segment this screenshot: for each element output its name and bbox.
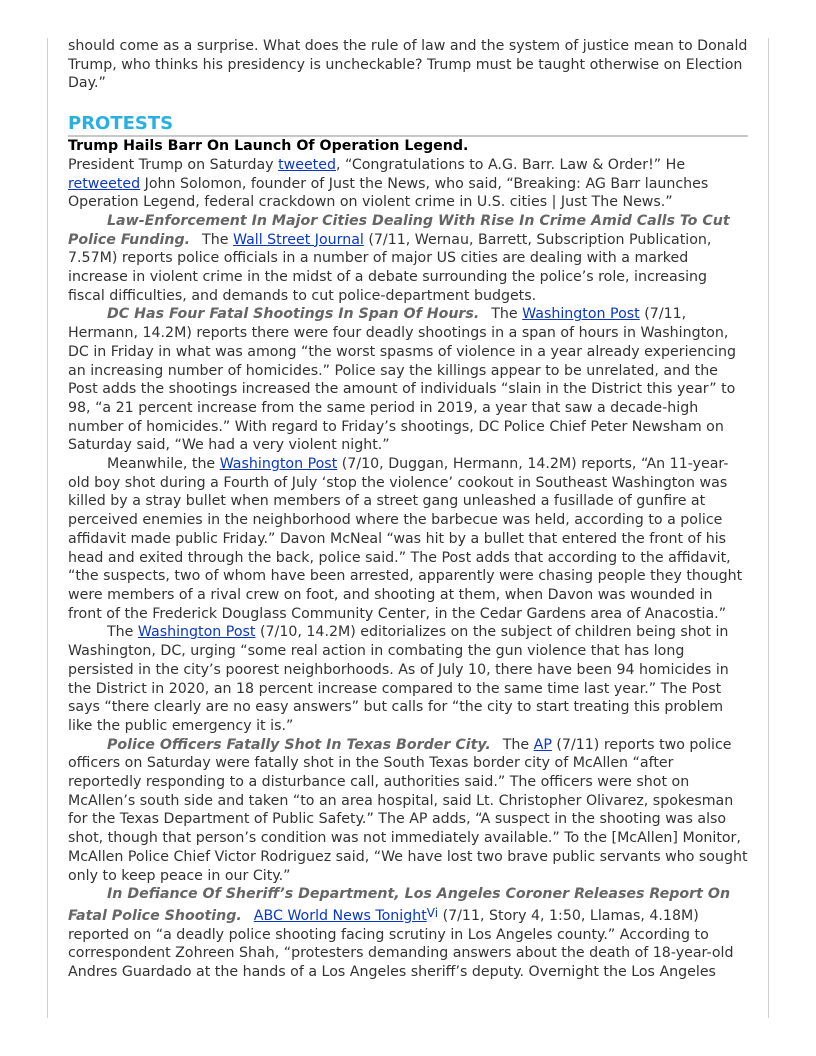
subhead-texas-officers: Police Officers Fatally Shot In Texas Border City. bbox=[107, 736, 491, 753]
paragraph-dc-shootings bbox=[68, 305, 748, 455]
text-run: (7/10, Duggan, Hermann, 14.2M) reports, “An 11-year-old boy shot during a Fourth of July ‘stop the violence’ cookout in Southeast Washington was killed by a stray bullet when members of a street gang unleashed a fusillade of gunfire at perceived enemies in the neighborhood where the barbecue was held, according to a police affidavit made public Friday.” Davon McNeal “was hit by a bullet that entered the front of his head and exited through the back, police said.” The Post adds that according to the affidavit, “the suspects, two of whom have been arrested, apparently were chasing people they thought were members of a rival crew on foot, and shooting at them, when Davon was wounded in front of the Frederick Douglass Community Center, in the Cedar Gardens area of Anacostia.” bbox=[68, 456, 743, 622]
text-run: The bbox=[502, 736, 534, 753]
paragraph-la-coroner bbox=[68, 885, 748, 982]
subhead-police-funding: Law-Enforcement In Major Cities Dealing With Rise In Crime Amid Calls To Cut Police Funding. bbox=[68, 212, 730, 248]
page-border-left bbox=[47, 38, 48, 1018]
text-run: , “Congratulations to A.G. Barr. Law & Order!” He bbox=[335, 156, 686, 173]
text-run: (7/10, 14.2M) editorializes on the subject of children being shot in Washington, DC, urging “some real action in combating the gun violence that has long persisted in the city’s poorest neighborhoods. As of July 10, there have been 94 homicides in the District in 2020, an 18 percent increase compared to the same time last year.” The Post says “there clearly are no easy answers” but calls for “the city to start treating this problem like the public emergency it is.” bbox=[68, 624, 729, 734]
abc-world-news-tonight-link[interactable]: ABC World News Tonight bbox=[253, 907, 427, 924]
intro-paragraph: should come as a surprise. What does the rule of law and the system of justice mean to Donald Trump, who thinks his presidency is uncheckable? Trump must be taught otherwise on Election Day.” bbox=[68, 38, 748, 92]
wall-street-journal-link[interactable]: Wall Street Journal bbox=[232, 231, 364, 248]
text-run: President Trump on Saturday bbox=[68, 156, 279, 173]
tweeted-link[interactable]: tweeted bbox=[278, 156, 336, 173]
washington-post-link[interactable]: Washington Post bbox=[522, 306, 640, 323]
paragraph-trump-tweet bbox=[68, 156, 748, 212]
text-run: (7/11, Story 4, 1:50, Llamas, 4.18M) reported on “a deadly police shooting facing scrutiny in Los Angeles county.” According to correspondent Zohreen Shah, “protesters demanding answers about the death of 18-year-old Andres Guardado at the hands of a Los Angeles sheriff’s deputy. Overnight the Los Angeles bbox=[68, 907, 734, 981]
text-run: The bbox=[202, 231, 233, 248]
paragraph-wsj bbox=[68, 212, 748, 306]
text-run: John Solomon, founder of Just the News, who said, “Breaking: AG Barr launches Operation Legend, federal crackdown on violent crime in U.S. cities | Just The News.” bbox=[68, 175, 709, 211]
ap-link[interactable]: AP bbox=[533, 736, 552, 753]
washington-post-link[interactable]: Washington Post bbox=[137, 624, 256, 641]
paragraph-davon-mcneal bbox=[68, 455, 748, 623]
paragraph-post-editorial bbox=[68, 623, 748, 735]
retweeted-link[interactable]: retweeted bbox=[68, 175, 141, 192]
text-run: The bbox=[491, 306, 523, 323]
text-run: The bbox=[107, 624, 138, 641]
subhead-la-coroner: In Defiance Of Sheriff’s Department, Los Angeles Coroner Releases Report On Fatal Police Shooting. bbox=[68, 886, 731, 924]
video-badge-icon[interactable]: Vi bbox=[426, 905, 439, 920]
paragraph-texas-officers bbox=[68, 736, 748, 886]
story-headline: Trump Hails Barr On Launch Of Operation Legend. bbox=[68, 138, 469, 155]
text-run: (7/11, Hermann, 14.2M) reports there were four deadly shootings in a span of hours in Washington, DC in Friday in what was among “the worst spasms of violence in a year already experiencing an increasing number of homicides.” Police say the killings appear to be unrelated, and the Post adds the shootings increased the amount of individuals “slain in the District this year” to 98, “a 21 percent increase from the same period in 2019, a year that saw a decade-high number of homicides.” With regard to Friday’s shootings, DC Police Chief Peter Newsham on Saturday said, “We had a very violent night.” bbox=[68, 306, 736, 454]
text-run: (7/11) reports two police officers on Saturday were fatally shot in the South Texas border city of McAllen “after reportedly responding to a disturbance call, authorities said.” The officers were shot on McAllen’s south side and taken “to an area hospital, said Lt. Christopher Olivarez, spokesman for the Texas Department of Public Safety.” The AP adds, “A suspect in the shooting was also shot, though that person’s condition was not immediately available.” To the [McAllen] Monitor, McAllen Police Chief Victor Rodriguez said, “We have lost two brave public servants who sought only to keep peace in our City.” bbox=[68, 736, 748, 884]
washington-post-link[interactable]: Washington Post bbox=[219, 456, 338, 473]
text-run: (7/11, Wernau, Barrett, Subscription Publication, 7.57M) reports police officials in a number of major US cities are dealing with a marked increase in violent crime in the midst of a debate surrounding the police’s role, increasing fiscal difficulties, and demands to cut police-department budgets. bbox=[68, 231, 712, 304]
article-body bbox=[68, 37, 748, 982]
page-border-right bbox=[768, 38, 769, 1018]
subhead-dc-shootings: DC Has Four Fatal Shootings In Span Of Hours. bbox=[107, 306, 480, 323]
section-heading-protests: PROTESTS bbox=[68, 93, 748, 137]
text-run: Meanwhile, the bbox=[107, 456, 220, 473]
